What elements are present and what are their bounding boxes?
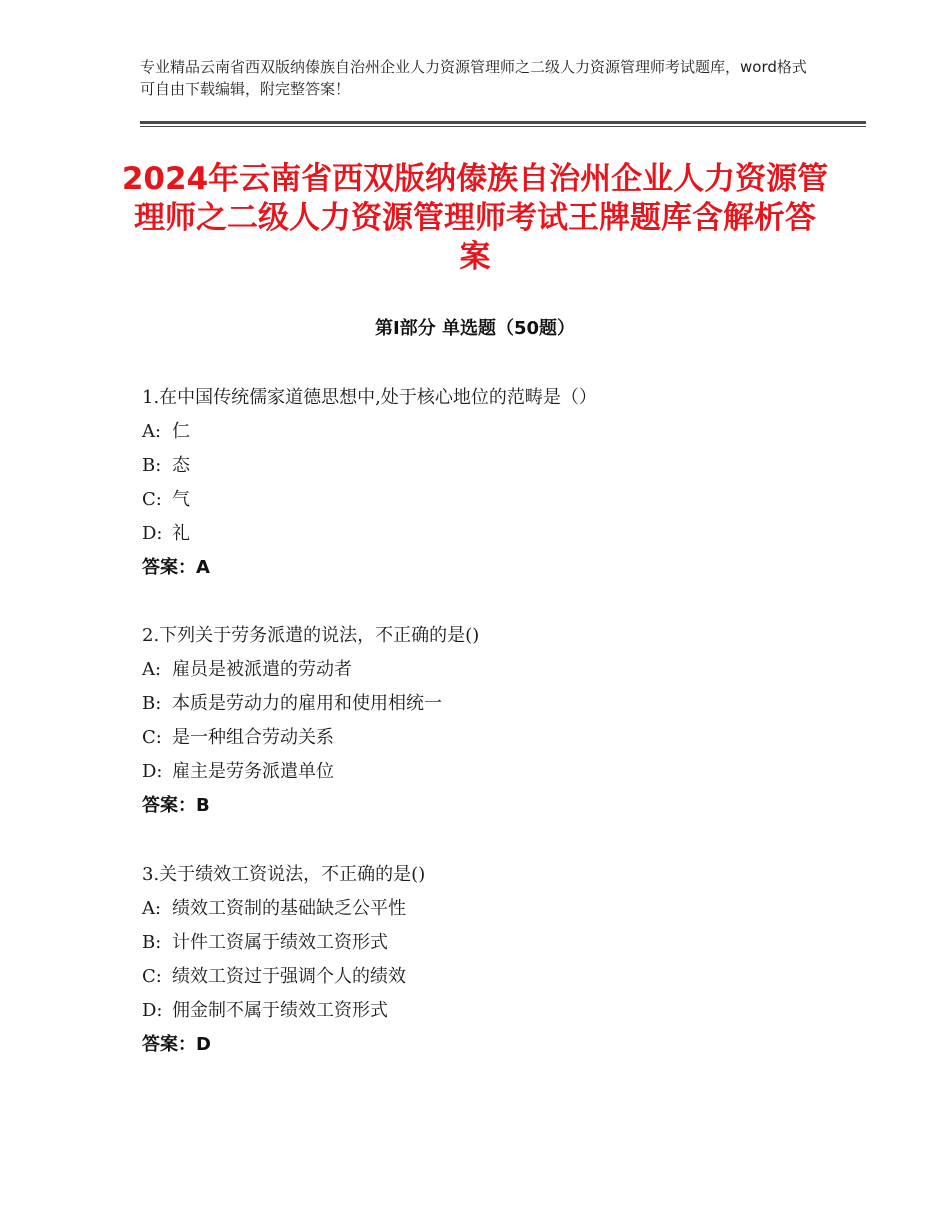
- option-text: 雇员是被派遣的劳动者: [172, 659, 352, 680]
- option-key: A:: [142, 898, 162, 919]
- option-key: D:: [142, 523, 163, 544]
- option-text: 礼: [172, 523, 190, 544]
- option-key: C:: [142, 489, 162, 510]
- question-stem: 3.关于绩效工资说法，不正确的是(): [142, 864, 426, 885]
- option-b: [142, 687, 862, 721]
- option-key: A:: [142, 659, 162, 680]
- question-3: [142, 858, 862, 1062]
- question-2: [142, 619, 862, 823]
- option-b: [142, 926, 862, 960]
- option-a: [142, 415, 862, 449]
- header-rule-thick: [140, 121, 866, 124]
- option-text: 计件工资属于绩效工资形式: [172, 932, 388, 953]
- section-title: 第Ⅰ部分 单选题（50题）: [374, 318, 575, 339]
- option-d: [142, 994, 862, 1028]
- question-stem: 1.在中国传统儒家道德思想中,处于核心地位的范畴是（）: [142, 387, 597, 408]
- option-a: [142, 653, 862, 687]
- option-text: 是一种组合劳动关系: [172, 727, 334, 748]
- answer: 答案：B: [142, 795, 210, 816]
- option-key: C:: [142, 727, 162, 748]
- option-key: A:: [142, 421, 162, 442]
- question-1: [142, 381, 862, 585]
- option-key: B:: [142, 693, 162, 714]
- option-key: B:: [142, 455, 162, 476]
- option-d: [142, 755, 862, 789]
- option-text: 气: [172, 489, 190, 510]
- option-key: D:: [142, 1000, 163, 1021]
- option-text: 绩效工资过于强调个人的绩效: [172, 966, 406, 987]
- answer: 答案：A: [142, 557, 210, 578]
- option-c: [142, 960, 862, 994]
- option-a: [142, 892, 862, 926]
- answer: 答案：D: [142, 1034, 211, 1055]
- option-text: 佣金制不属于绩效工资形式: [172, 1000, 388, 1021]
- option-text: 本质是劳动力的雇用和使用相统一: [172, 693, 442, 714]
- option-text: 仁: [172, 421, 190, 442]
- document-title: 2024年云南省西双版纳傣族自治州企业人力资源管理师之二级人力资源管理师考试王牌题库含解析答案: [121, 161, 829, 275]
- header-note: 专业精品云南省西双版纳傣族自治州企业人力资源管理师之二级人力资源管理师考试题库，word格式可自由下载编辑，附完整答案！: [140, 58, 807, 98]
- option-c: [142, 483, 862, 517]
- option-key: C:: [142, 966, 162, 987]
- option-d: [142, 517, 862, 551]
- option-text: 态: [172, 455, 190, 476]
- question-stem: 2.下列关于劳务派遣的说法，不正确的是(): [142, 625, 480, 646]
- option-c: [142, 721, 862, 755]
- header-rule-thin: [140, 126, 866, 127]
- option-key: B:: [142, 932, 162, 953]
- option-b: [142, 449, 862, 483]
- option-text: 绩效工资制的基础缺乏公平性: [172, 898, 406, 919]
- option-key: D:: [142, 761, 163, 782]
- option-text: 雇主是劳务派遣单位: [172, 761, 334, 782]
